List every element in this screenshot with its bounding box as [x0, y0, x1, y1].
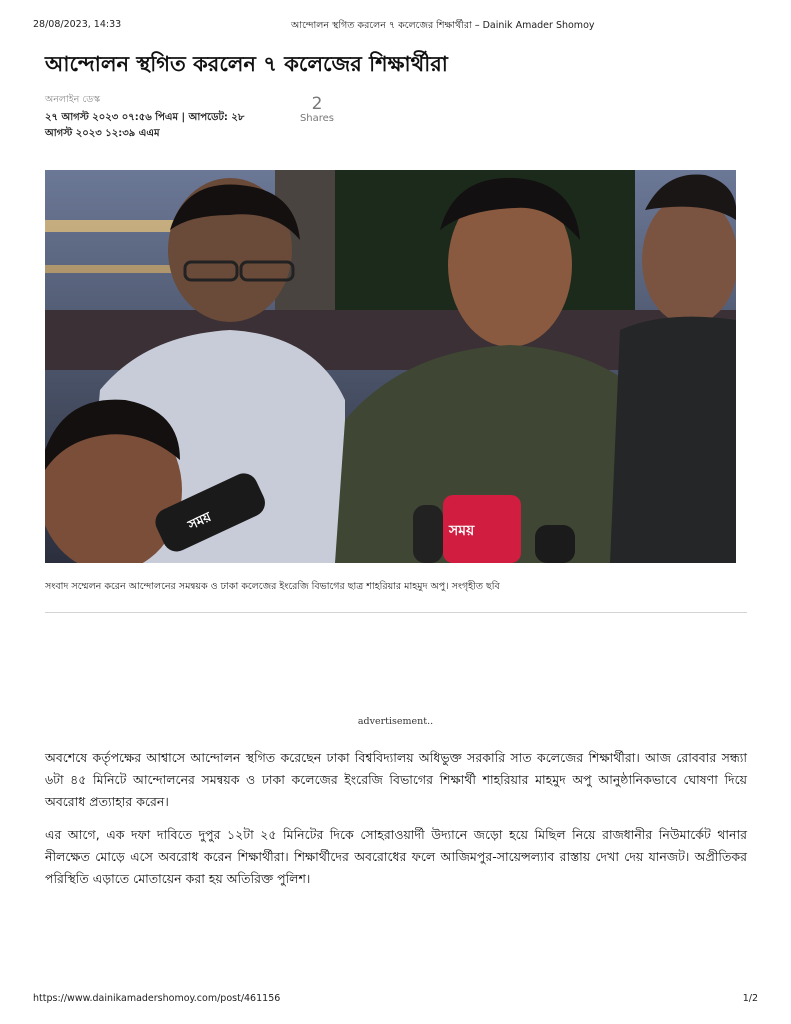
- page-url[interactable]: https://www.dainikamadershomoy.com/post/461156: [33, 993, 281, 1004]
- page-indicator: 1/2: [742, 993, 758, 1004]
- share-counter[interactable]: [296, 95, 338, 124]
- share-count: 2: [311, 94, 323, 114]
- publish-dates: [45, 110, 275, 142]
- share-label: Shares: [299, 113, 335, 124]
- print-header: [33, 19, 758, 33]
- article-headline: আন্দোলন স্থগিত করলেন ৭ কলেজের শিক্ষার্থীরা: [45, 52, 448, 76]
- print-datetime: 28/08/2023, 14:33: [33, 19, 122, 30]
- author-name[interactable]: অনলাইন ডেস্ক: [45, 94, 101, 105]
- advertisement-label: advertisement..: [357, 716, 434, 727]
- mic-label-right: সময়: [449, 523, 475, 539]
- caption-divider: [45, 612, 747, 613]
- person-foreground-left: [45, 400, 182, 563]
- article-paragraph: এর আগে, এক দফা দাবিতে দুপুর ১২টা ২৫ মিনিটের দিকে সোহরাওয়ার্দী উদ্যানে জড়ো হয়ে মিছিল নিয়ে রাজধানীর নিউমার্কেট থানার নীলক্ষেত মোড়ে এসে অবরোধ করেন শিক্ষার্থীরা। শিক্ষার্থীদের অবরোধের ফলে আজিমপুর-সায়েন্সল্যাব রাস্তায় দেখা দেয় যানজট। অপ্রীতিকর পরিস্থিতি এড়াতে মোতায়েন করা হয় অতিরিক্ত পুলিশ।: [45, 827, 747, 886]
- published-line: ২৭ আগস্ট ২০২৩ ০৭:৫৬ পিএম | আপডেট: ২৮: [45, 112, 245, 123]
- updated-line: আগস্ট ২০২৩ ১২:৩৯ এএম: [45, 128, 160, 139]
- photo-caption: সংবাদ সম্মেলন করেন আন্দোলনের সমন্বয়ক ও ঢাকা কলেজের ইংরেজি বিভাগের ছাত্র শাহরিয়ার মাহমুদ অপু। সংগৃহীত ছবি: [45, 581, 500, 592]
- press-conference-photo: [45, 170, 736, 563]
- mic-label-left: সময়: [186, 509, 214, 534]
- print-doc-title: আন্দোলন স্থগিত করলেন ৭ কলেজের শিক্ষার্থীরা – Dainik Amader Shomoy: [291, 20, 595, 31]
- article-paragraph: অবশেষে কর্তৃপক্ষের আশ্বাসে আন্দোলন স্থগিত করেছেন ঢাকা বিশ্ববিদ্যালয় অধিভুক্ত সরকারি সাত কলেজের শিক্ষার্থীরা। আজ রোববার সন্ধ্যা ৬টা ৪৫ মিনিটে আন্দোলনের সমন্বয়ক ও ঢাকা কলেজের ইংরেজি বিভাগের শিক্ষার্থী শাহরিয়ার মাহমুদ অপু আনুষ্ঠানিকভাবে ঘোষণা দিয়ে অবরোধ প্রত্যাহার করেন।: [45, 750, 747, 809]
- byline: [45, 93, 275, 142]
- article-photo: [45, 170, 736, 563]
